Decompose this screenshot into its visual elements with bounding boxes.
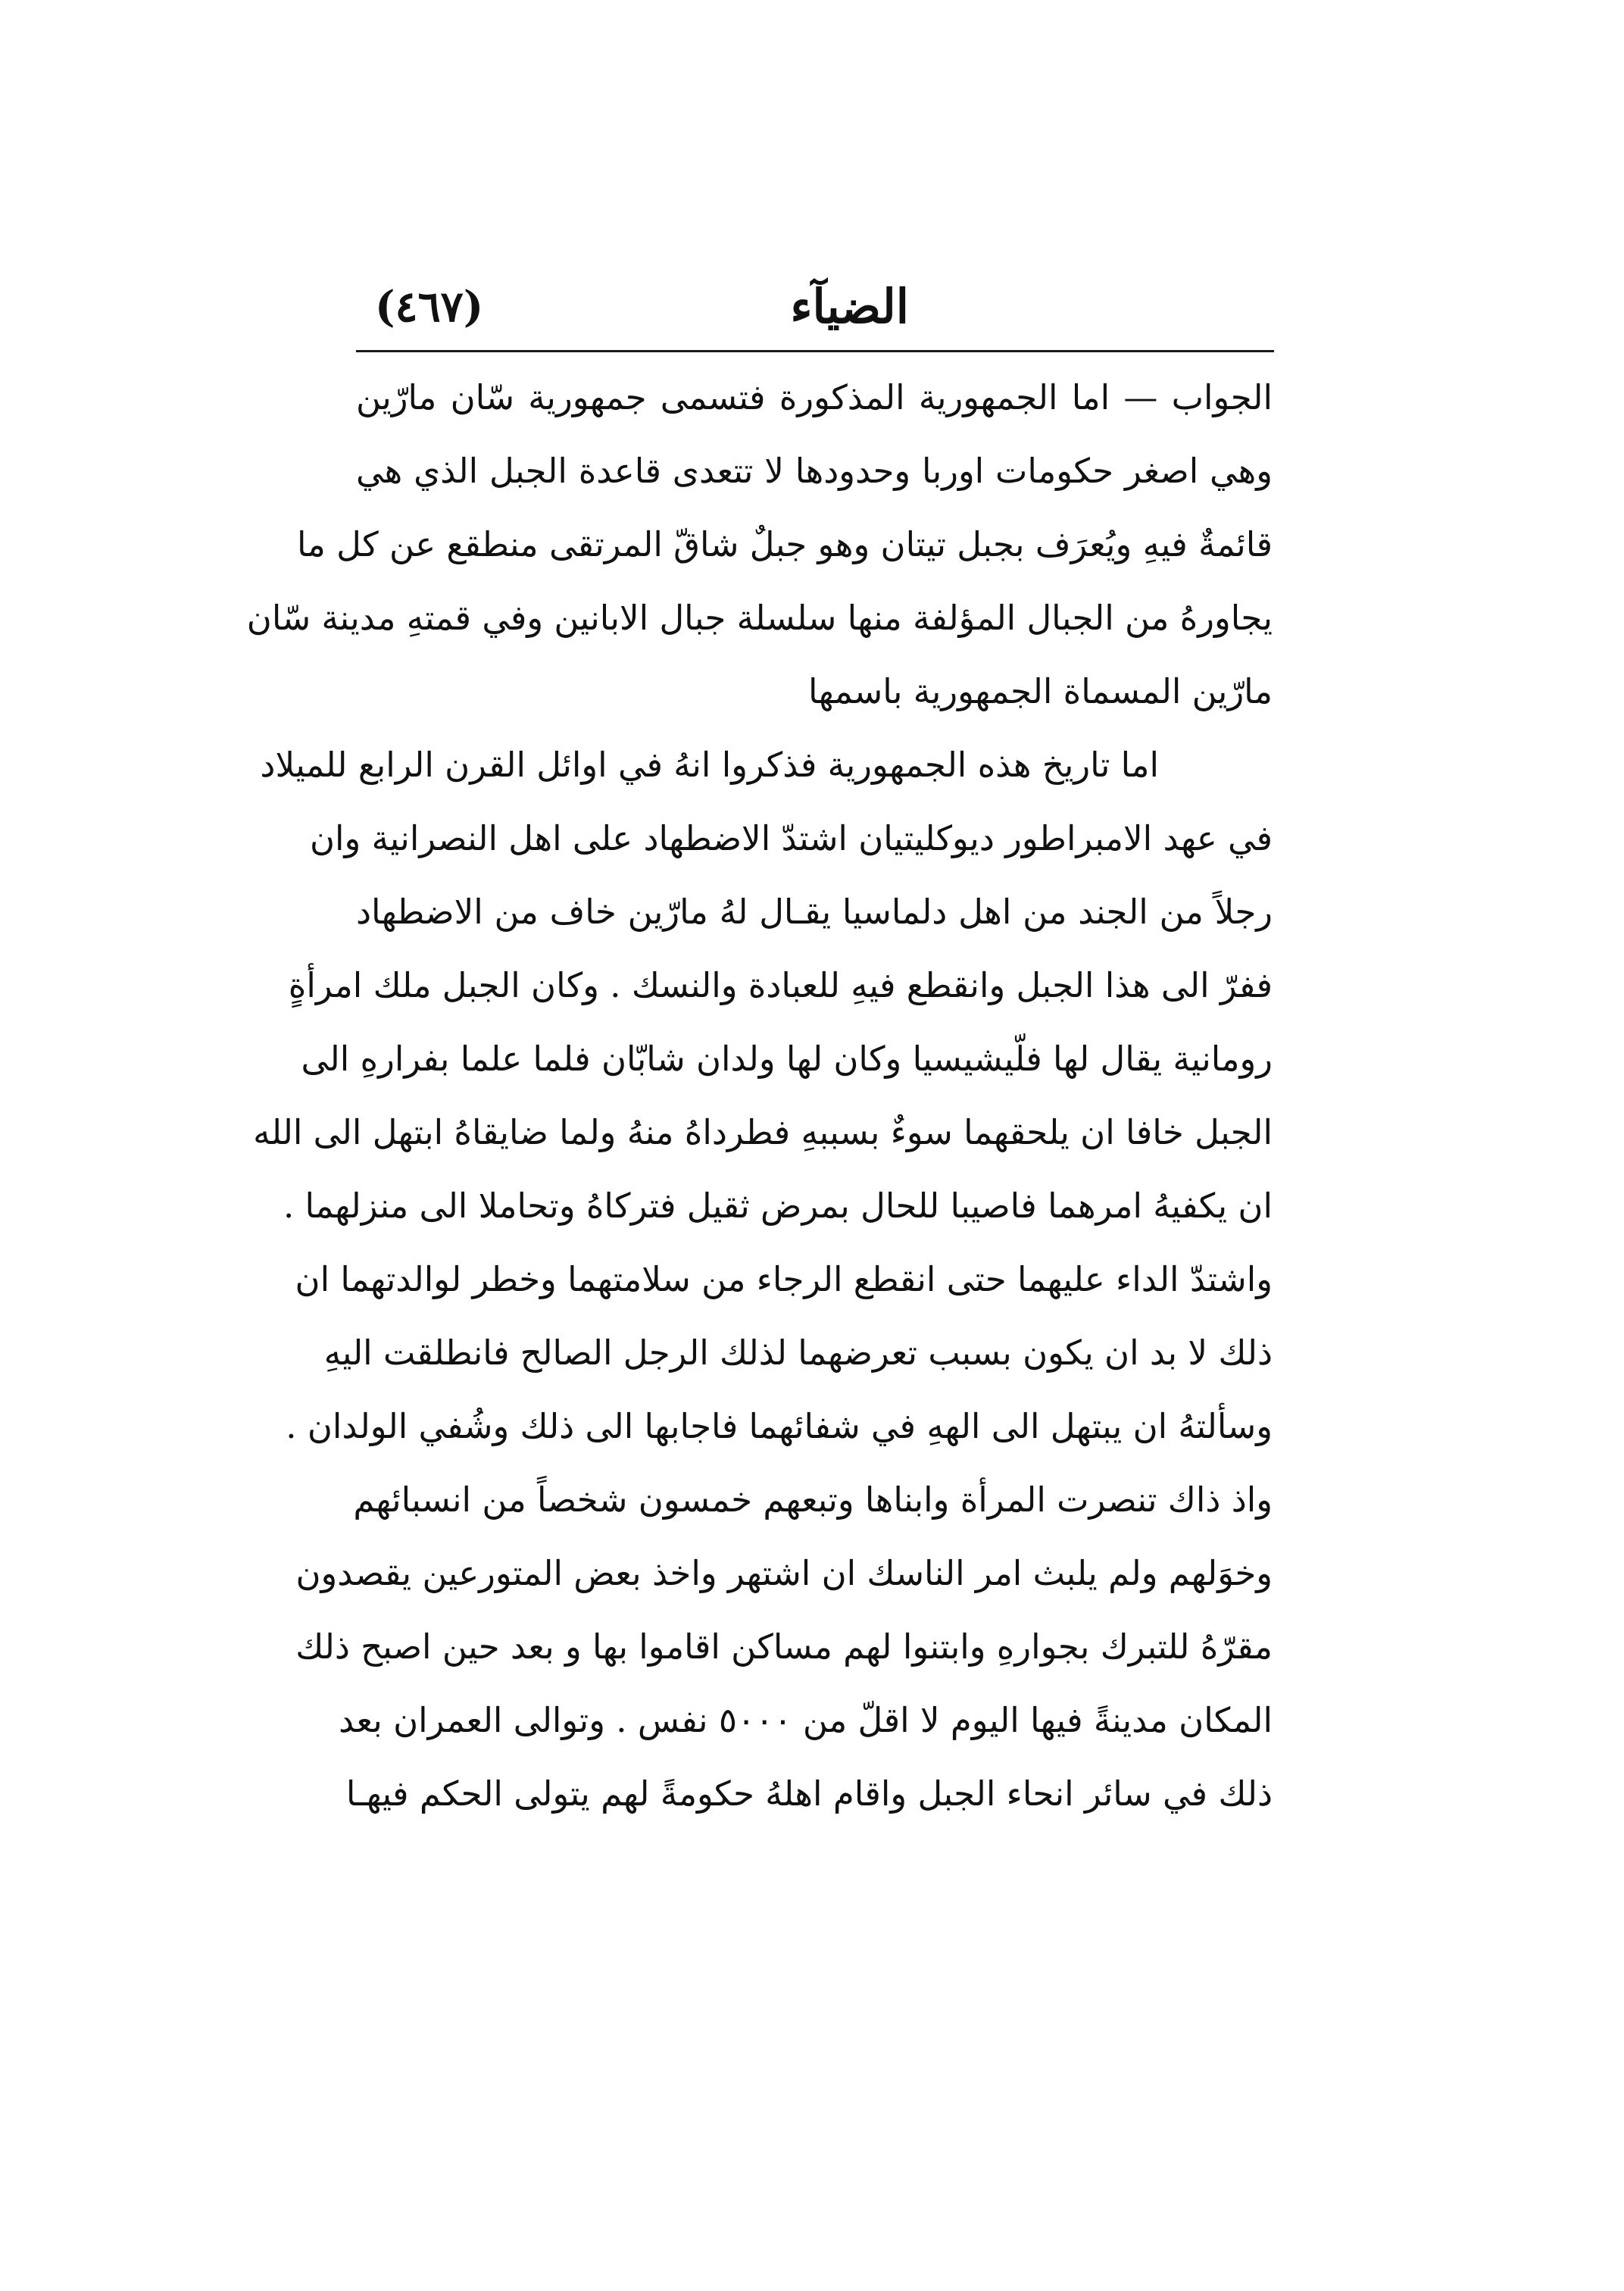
text-line: ففرّ الى هذا الجبل وانقطع فيهِ للعبادة والنسك . وكان الجبل ملك امرأةٍ <box>288 965 1273 1005</box>
text-line: واذ ذاك تنصرت المرأة وابناها وتبعهم خمسون شخصاً من انسبائهم <box>353 1480 1273 1520</box>
paragraph-history <box>253 728 1273 1830</box>
text-line: الجبل خافا ان يلحقهما سوءٌ بسببهِ فطرداهُ منهُ ولما ضايقاهُ ابتهل الى الله <box>253 1112 1273 1152</box>
text-line: في عهد الامبراطور ديوكليتيان اشتدّ الاضطهاد على اهل النصرانية وان <box>310 818 1273 858</box>
body-text <box>246 361 1273 1830</box>
text-line: ذلك لا بد ان يكون بسبب تعرضهما لذلك الرجل الصالح فانطلقت اليهِ <box>323 1333 1273 1373</box>
text-line: الجواب — اما الجمهورية المذكورة فتسمى جمهورية سّان مارّين <box>356 377 1273 417</box>
text-line: ذلك في سائر انحاء الجبل واقام اهلهُ حكومةً لهم يتولى الحكم فيهـا <box>345 1774 1273 1814</box>
text-line: ان يكفيهُ امرهما فاصيبا للحال بمرض ثقيل فتركاهُ وتحاملا الى منزلهما . <box>283 1186 1273 1226</box>
text-line: رومانية يقال لها فلّيشيسيا وكان لها ولدان شابّان فلما علما بفرارهِ الى <box>301 1039 1273 1079</box>
text-line: وخوَلهم ولم يلبث امر الناسك ان اشتهر واخذ بعض المتورعين يقصدون <box>295 1553 1273 1593</box>
text-line: قائمةٌ فيهِ ويُعرَف بجبل تيتان وهو جبلٌ شاقّ المرتقى منطقع عن كل ما <box>297 524 1273 564</box>
page-number: (٤٦٧) <box>375 282 484 332</box>
text-line: اما تاريخ هذه الجمهورية فذكروا انهُ في اوائل القرن الرابع للميلاد <box>260 745 1159 785</box>
running-header <box>356 265 1273 348</box>
text-line: رجلاً من الجند من اهل دلماسيا يقـال لهُ مارّين خاف من الاضطهاد <box>356 892 1273 932</box>
text-line: واشتدّ الداء عليهما حتى انقطع الرجاء من سلامتهما وخطر لوالدتهما ان <box>295 1259 1273 1299</box>
text-line: وهي اصغر حكومات اوربا وحدودها لا تتعدى قاعدة الجبل الذي هي <box>356 451 1273 491</box>
text-line: المكان مدينةً فيها اليوم لا اقلّ من ٥٠٠٠ نفس . وتوالى العمران بعد <box>338 1700 1273 1740</box>
header-rule <box>356 350 1274 352</box>
text-line: يجاورهُ من الجبال المؤلفة منها سلسلة جبال الابانين وفي قمتهِ مدينة سّان <box>246 598 1273 638</box>
paragraph-answer <box>246 361 1273 728</box>
text-line: وسألتهُ ان يبتهل الى الههِ في شفائهما فاجابها الى ذلك وشُفي الولدان . <box>286 1406 1273 1446</box>
journal-title: الضيآء <box>790 279 909 334</box>
text-line: مارّين المسماة الجمهورية باسمها <box>808 671 1273 711</box>
text-line: مقرّهُ للتبرك بجوارهِ وابتنوا لهم مساكن اقاموا بها و بعد حين اصبح ذلك <box>295 1627 1273 1667</box>
